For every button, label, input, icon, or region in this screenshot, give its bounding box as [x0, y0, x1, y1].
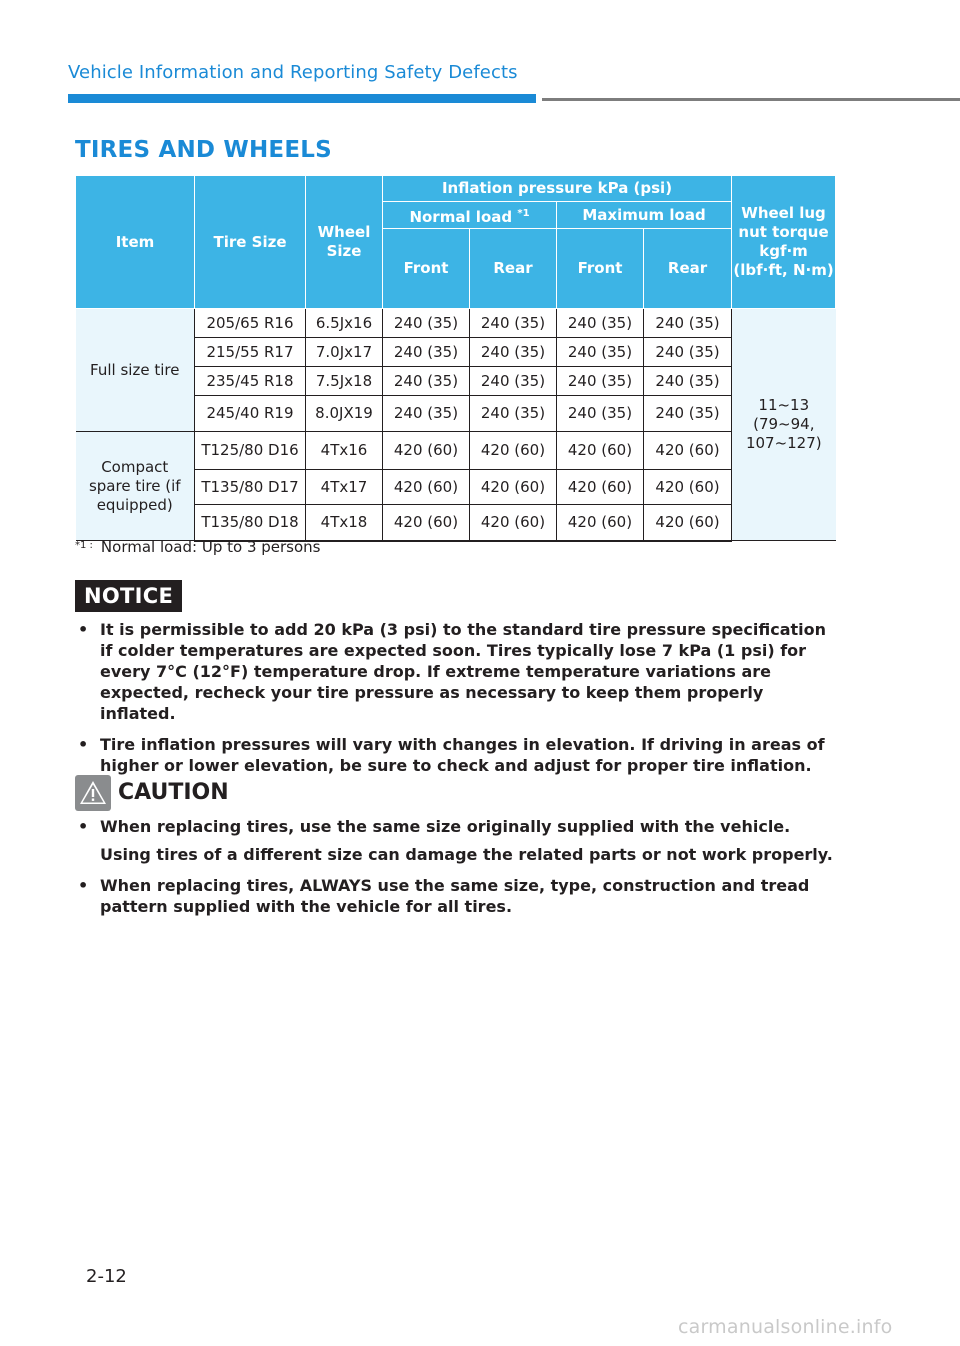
- table-cell: 4Tx18: [306, 505, 383, 541]
- group-label: Full size tire: [76, 309, 195, 432]
- col-header-normal-load: [383, 202, 557, 229]
- table-cell: 420 (60): [644, 432, 732, 470]
- table-cell: 420 (60): [557, 432, 644, 470]
- caution-item: • When replacing tires, ALWAYS use the same size, type, construction and tread pattern supplied with the vehicle for all tires.: [78, 876, 810, 916]
- notice-item: • It is permissible to add 20 kPa (3 psi) to the standard tire pressure specification if colder temperatures are expected soon. Tires typically lose 7 kPa (1 psi) for every 7°C (12°F) temperature drop. If extreme temperature variations are expected, recheck your tire pressure as necessary to keep them properly inflated.: [78, 620, 827, 723]
- table-cell: 240 (35): [557, 396, 644, 432]
- table-cell: T135/80 D17: [195, 470, 306, 505]
- col-header-torque: Wheel lug nut torque kgf·m (lbf·ft, N·m): [732, 176, 836, 309]
- table-cell: 205/65 R16: [195, 309, 306, 338]
- caution-item: • When replacing tires, use the same size originally supplied with the vehicle. Using tires of a different size can damage the related parts or not work properly.: [75, 816, 835, 865]
- bullet-dot: •: [78, 817, 89, 836]
- table-row: [76, 309, 836, 338]
- page-title: TIRES AND WHEELS: [75, 137, 332, 163]
- col-header-max-load: Maximum load: [557, 202, 732, 229]
- tire-spec-table: [75, 175, 836, 542]
- group-label: Compact spare tire (if equipped): [76, 432, 195, 541]
- table-cell: 240 (35): [644, 338, 732, 367]
- watermark: carmanualsonline.info: [678, 1316, 893, 1338]
- page-number: 2-12: [86, 1266, 127, 1287]
- bullet-dot: •: [78, 876, 89, 895]
- table-cell: 240 (35): [383, 367, 470, 396]
- table-cell: 4Tx16: [306, 432, 383, 470]
- bullet-dot: •: [78, 620, 89, 639]
- table-cell: 240 (35): [644, 309, 732, 338]
- torque-value: 11~13 (79~94, 107~127): [732, 309, 836, 541]
- table-cell: 420 (60): [644, 505, 732, 541]
- table-footnote: [75, 538, 320, 556]
- table-cell: 4Tx17: [306, 470, 383, 505]
- table-cell: 420 (60): [557, 470, 644, 505]
- header-rule: [542, 98, 960, 101]
- table-cell: 240 (35): [470, 338, 557, 367]
- col-header-normal-front: Front: [383, 229, 470, 309]
- header-accent-bar: [68, 94, 536, 103]
- table-cell: 235/45 R18: [195, 367, 306, 396]
- caution-subtext: Using tires of a different size can damage the related parts or not work properly.: [100, 845, 833, 864]
- col-header-normal-rear: Rear: [470, 229, 557, 309]
- section-header: Vehicle Information and Reporting Safety Defects: [68, 62, 518, 83]
- table-cell: 240 (35): [557, 309, 644, 338]
- table-cell: T135/80 D18: [195, 505, 306, 541]
- table-cell: 240 (35): [557, 338, 644, 367]
- col-header-wheel-size: Wheel Size: [306, 176, 383, 309]
- table-cell: 420 (60): [383, 505, 470, 541]
- table-cell: 240 (35): [644, 367, 732, 396]
- table-cell: 8.0JX19: [306, 396, 383, 432]
- tire-spec-body: [76, 309, 836, 541]
- table-cell: 7.5Jx18: [306, 367, 383, 396]
- table-cell: 240 (35): [557, 367, 644, 396]
- footnote-mark: *1 :: [75, 540, 93, 551]
- col-header-max-rear: Rear: [644, 229, 732, 309]
- table-cell: 420 (60): [383, 432, 470, 470]
- table-cell: 240 (35): [383, 338, 470, 367]
- caution-list: [75, 816, 835, 927]
- table-cell: 420 (60): [470, 432, 557, 470]
- col-header-max-front: Front: [557, 229, 644, 309]
- table-cell: 6.5Jx16: [306, 309, 383, 338]
- table-cell: 420 (60): [470, 470, 557, 505]
- table-cell: 240 (35): [470, 396, 557, 432]
- table-cell: 240 (35): [383, 396, 470, 432]
- footnote-marker: *1: [517, 207, 530, 219]
- bullet-dot: •: [78, 735, 89, 754]
- table-cell: 240 (35): [383, 309, 470, 338]
- footnote-text: Normal load: Up to 3 persons: [100, 538, 321, 556]
- notice-list: [75, 619, 835, 786]
- table-cell: 420 (60): [644, 470, 732, 505]
- col-header-inflation: Inflation pressure kPa (psi): [383, 176, 732, 202]
- warning-icon: [75, 775, 111, 811]
- table-cell: 420 (60): [470, 505, 557, 541]
- col-header-item: Item: [76, 176, 195, 309]
- table-cell: 215/55 R17: [195, 338, 306, 367]
- table-cell: T125/80 D16: [195, 432, 306, 470]
- table-cell: 240 (35): [470, 367, 557, 396]
- caution-label: CAUTION: [118, 780, 229, 805]
- table-cell: 7.0Jx17: [306, 338, 383, 367]
- notice-badge: NOTICE: [75, 580, 182, 612]
- table-cell: 240 (35): [644, 396, 732, 432]
- table-row: [76, 432, 836, 470]
- table-cell: 420 (60): [557, 505, 644, 541]
- col-header-tire-size: Tire Size: [195, 176, 306, 309]
- normal-load-label: Normal load: [409, 207, 513, 226]
- table-cell: 240 (35): [470, 309, 557, 338]
- table-cell: 245/40 R19: [195, 396, 306, 432]
- table-cell: 420 (60): [383, 470, 470, 505]
- notice-item: • Tire inflation pressures will vary with changes in elevation. If driving in areas of higher or lower elevation, be sure to check and adjust for proper tire inflation.: [78, 735, 825, 775]
